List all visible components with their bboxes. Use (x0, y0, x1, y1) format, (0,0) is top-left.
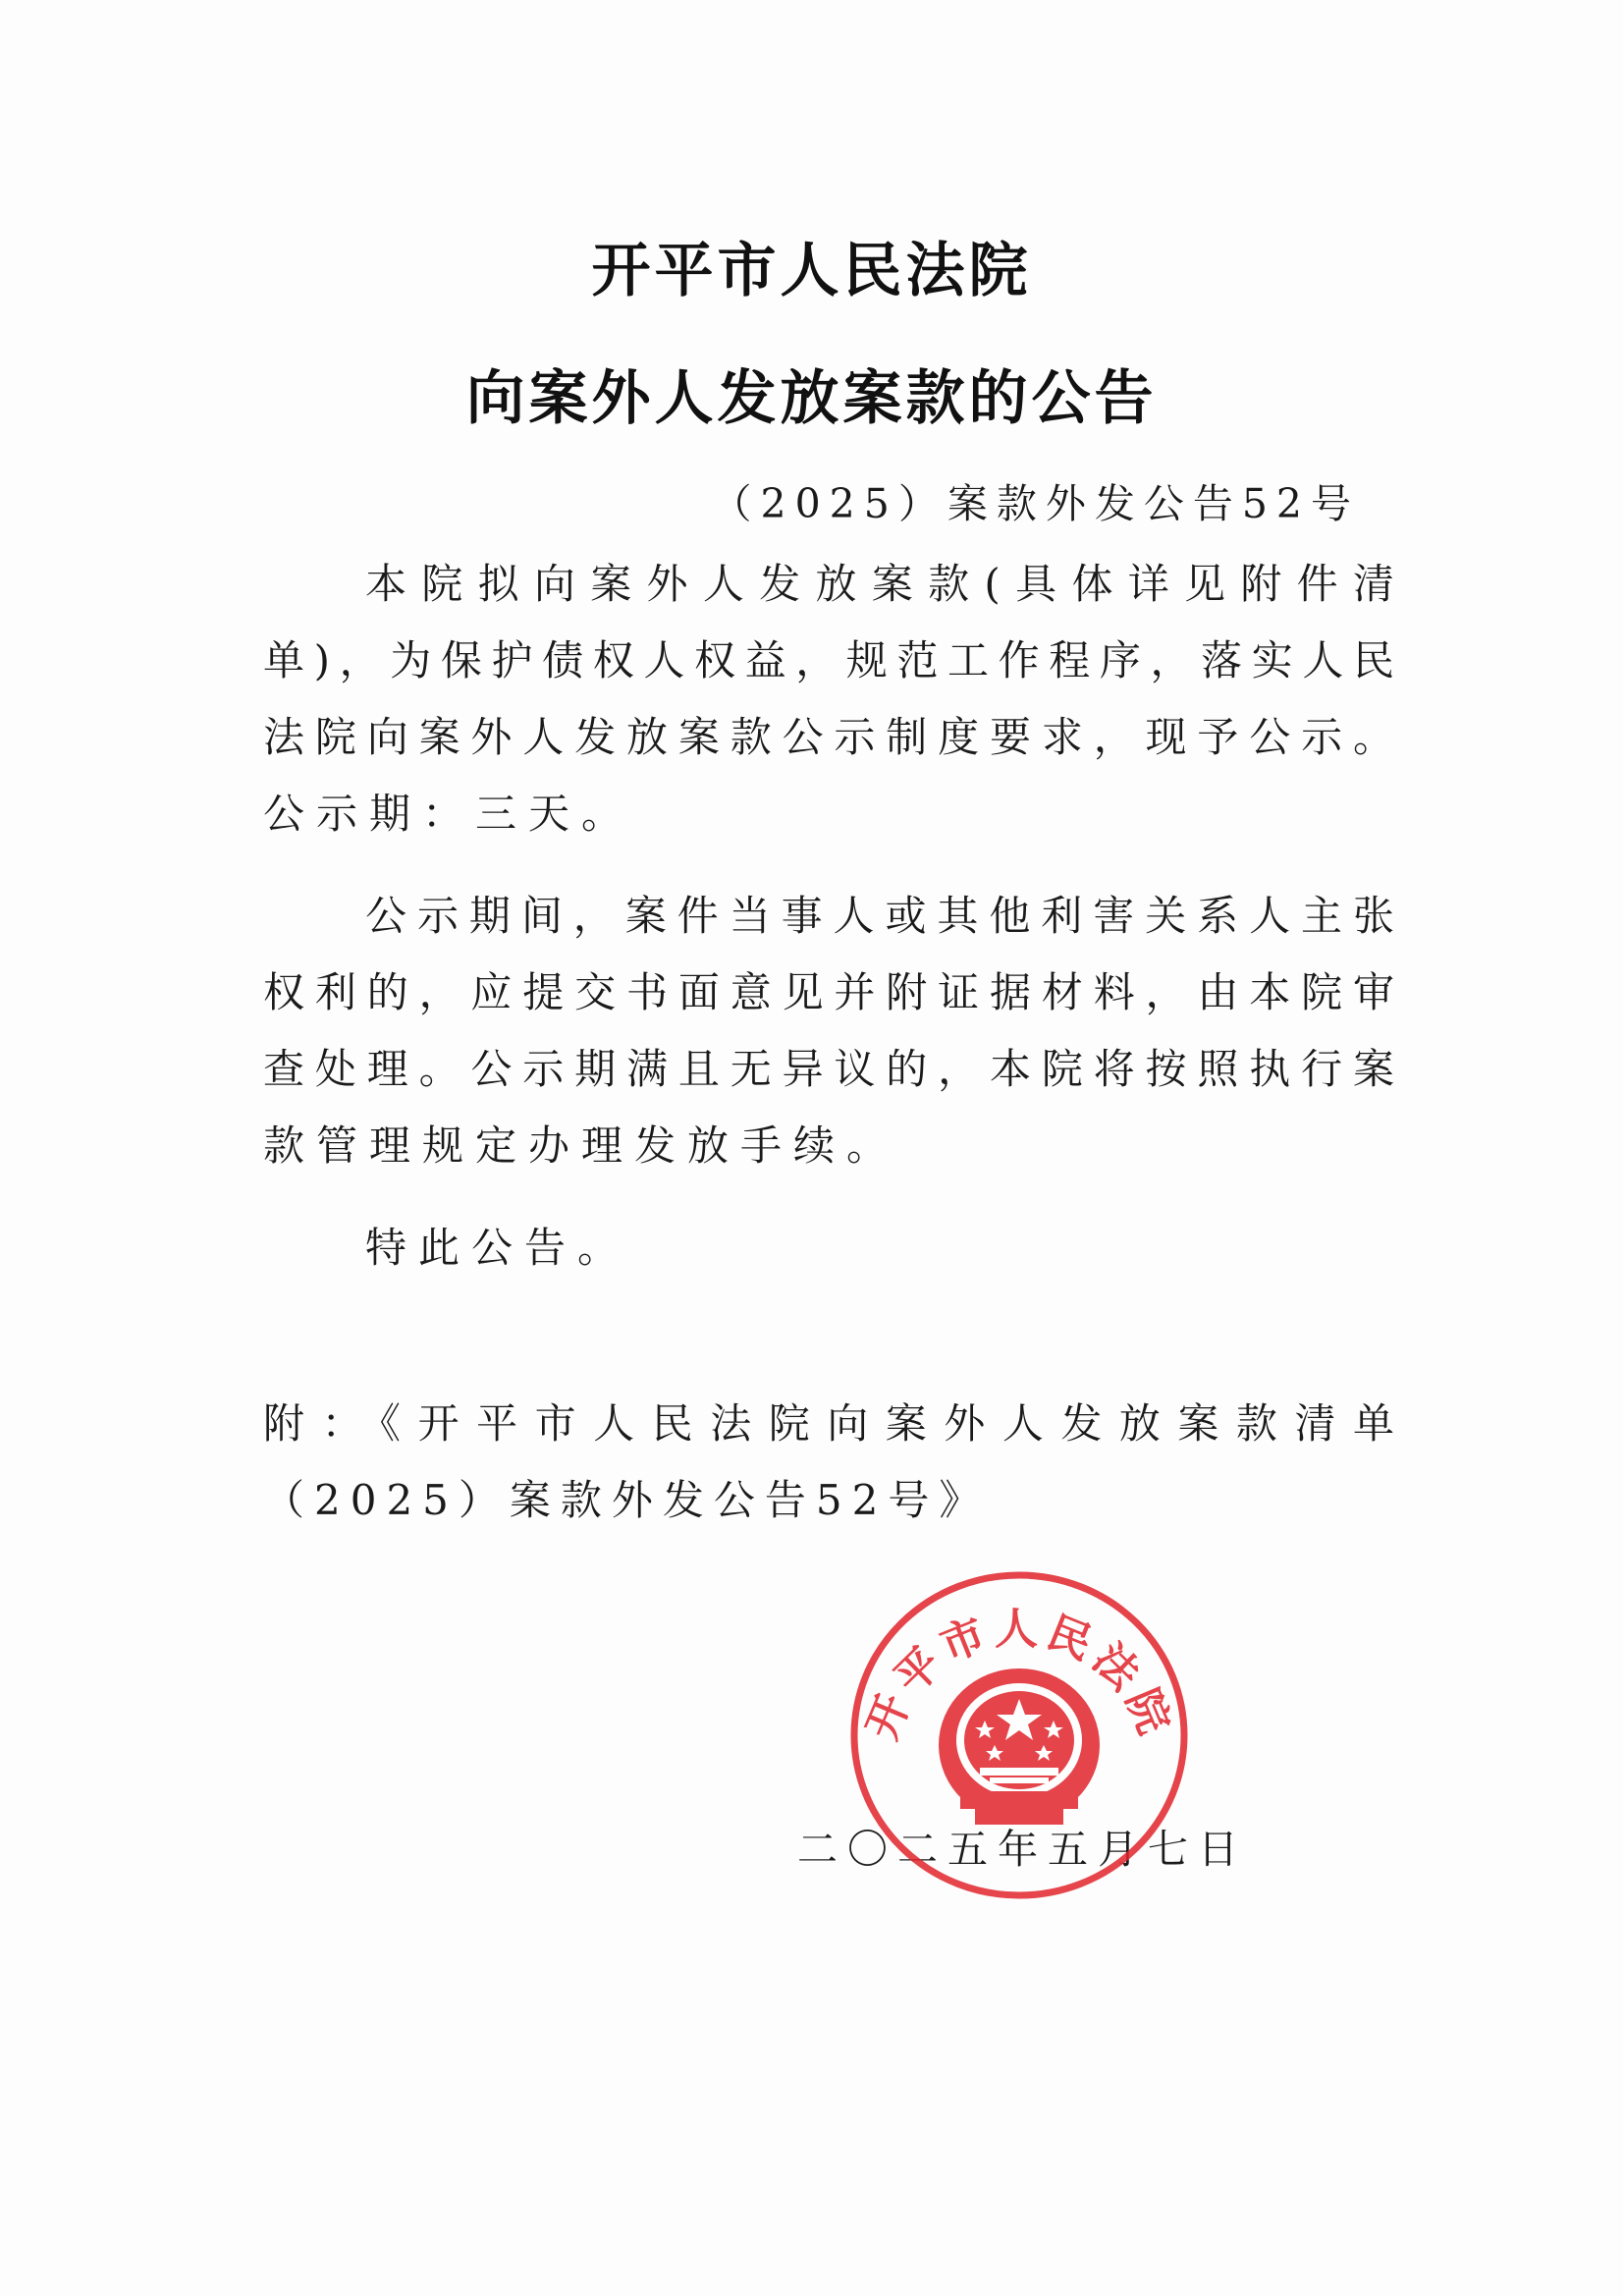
closing-statement: 特此公告。 (365, 1224, 631, 1272)
paragraph-2-line-4: 款管理规定办理发放手续。 (263, 1121, 900, 1170)
notice-title: 向案外人发放案款的公告 (465, 364, 1158, 433)
signature-date: 二〇二五年五月七日 (797, 1826, 1248, 1873)
paragraph-1-line-2: 单)，为保护债权人权益，规范工作程序，落实人民 (263, 636, 1394, 684)
paragraph-1-line-1: 本院拟向案外人发放案款(具体详见附件清 (365, 560, 1394, 608)
paragraph-2-line-3: 查处理。公示期满且无异议的，本院将按照执行案 (263, 1045, 1394, 1093)
paragraph-2-line-2: 权利的，应提交书面意见并附证据材料，由本院审 (263, 968, 1394, 1016)
paragraph-1-line-4: 公示期：三天。 (263, 790, 635, 838)
paragraph-1-line-3: 法院向案外人发放案款公示制度要求，现予公示。 (263, 713, 1394, 761)
svg-text:开平市人民法院: 开平市人民法院 (856, 1604, 1182, 1747)
document-number: （2025）案款外发公告52号 (711, 480, 1360, 527)
attachment-line-1: 附：《开平市人民法院向案外人发放案款清单 (263, 1399, 1394, 1448)
court-seal (842, 1563, 1196, 1907)
attachment-line-2: （2025）案款外发公告52号》 (263, 1476, 991, 1524)
emblem-icon (939, 1668, 1100, 1825)
court-name-title: 开平市人民法院 (591, 237, 1032, 305)
paragraph-2-line-1: 公示期间，案件当事人或其他利害关系人主张 (365, 892, 1394, 940)
